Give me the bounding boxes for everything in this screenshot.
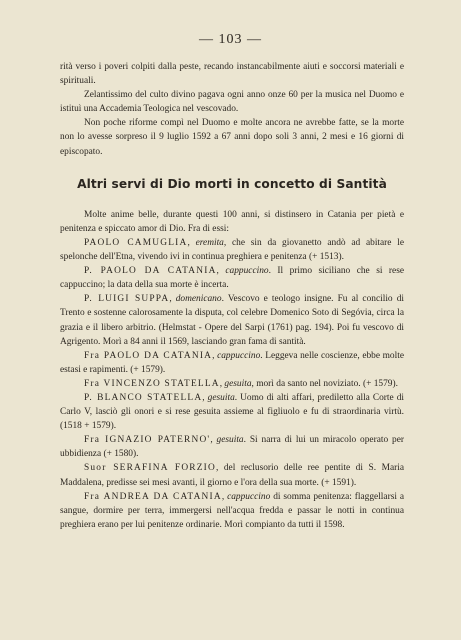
entry-paragraph bbox=[60, 461, 404, 489]
lead-paragraph: Molte anime belle, durante questi 100 anni, si distinsero in Catania per pietà e penitenza e spiccato amor di Dio. Fra di essi: bbox=[60, 209, 404, 234]
entry-name: P. LUIGI SUPPA bbox=[84, 294, 170, 305]
entry-role: eremita bbox=[195, 237, 224, 248]
entry-text: . Leggeva nelle coscienze, ebbe molte estasi e rapimenti. (+ 1579). bbox=[60, 350, 404, 375]
entry-paragraph: P. LUIGI SUPPA, domenicano. Vescovo e teologo insigne. Fu al concilio di Trento e sostenne calorosamente la disputa, col celebre Domenico Soto di Segóvia, circa la grazia e il libero arbitrio. (Helmstat - Opere del Sarpi (1761) pag. 194). Poi fu vescovo di Agrigento. Morì a 84 anni il 1569, lasciando gran fama di santità. bbox=[60, 294, 404, 347]
entry-name: PAOLO CAMUGLIA bbox=[84, 237, 188, 248]
intro-paragraph: rità verso i poveri colpiti dalla peste, recando instancabilmente aiuti e soccorsi materiali e spirituali. bbox=[60, 62, 404, 87]
entry-text: . Il primo siciliano che si rese cappuccino; la data della sua morte è incerta. bbox=[60, 266, 405, 291]
entry-text: , morì da santo nel noviziato. (+ 1579). bbox=[251, 378, 398, 389]
entry-name: P. BLANCO STATELLA bbox=[84, 392, 203, 403]
entry-paragraph: Fra ANDREA DA CATANIA, cappuccino di somma penitenza: flaggellarsi a sangue, dormire per terra, immergersi nell'acqua fredda e passar le notti in continua preghiera erano per lui penitenze ordinarie. Morì compianto da tutti il 1598. bbox=[60, 491, 405, 530]
entry-paragraph: Fra IGNAZIO PATERNO', gesuita. Si narra di lui un miracolo operato per ubbidienza (+ 1580). bbox=[60, 435, 404, 460]
page-number: — 103 — bbox=[199, 32, 262, 47]
entry-role: cappuccino bbox=[225, 266, 269, 277]
entry-role: gesuita bbox=[224, 378, 252, 389]
entry-role: domenicano bbox=[175, 294, 222, 305]
entry-name: Fra ANDREA DA CATANIA bbox=[84, 491, 222, 502]
entry-role: cappuccino bbox=[227, 491, 271, 502]
entry-text: , del reclusorio delle ree pentite di S. Maria Maddalena, predisse sei mesi avanti, il giorno e l'ora della sua morte. (+ 1591). bbox=[60, 463, 405, 488]
entry-paragraph: Fra VINCENZO STATELLA, gesuita, morì da santo nel noviziato. (+ 1579). bbox=[84, 378, 398, 389]
entry-name: Fra VINCENZO STATELLA bbox=[84, 378, 220, 389]
entry-text: . Vescovo e teologo insigne. Fu al concilio di Trento e sostenne calorosamente la disputa, col celebre Domenico Soto di Segóvia, circa la grazia e il libero arbitrio. (Helmstat - Opere del Sarpi (1761) pag. 194). Poi fu vescovo di Agrigento. Morì a 84 anni il 1569, lasciando gran fama di santità. bbox=[60, 294, 404, 347]
entry-paragraph: Fra PAOLO DA CATANIA, cappuccino. Leggeva nelle coscienze, ebbe molte estasi e rapimenti. (+ 1579). bbox=[60, 350, 404, 375]
entry-name: P. PAOLO DA CATANIA bbox=[84, 266, 217, 277]
section-heading: Altri servi di Dio morti in concetto di Santità bbox=[77, 176, 387, 191]
page-body bbox=[60, 60, 404, 532]
entry-paragraph: P. PAOLO DA CATANIA, cappuccino. Il primo siciliano che si rese cappuccino; la data della sua morte è incerta. bbox=[60, 266, 405, 291]
entry-paragraph: P. BLANCO STATELLA, gesuita. Uomo di alti affari, prediletto alla Corte di Carlo V, lasciò gli onori e si rese gesuita assieme al figliuolo e fu di straordinaria virtù. (1518 + 1579). bbox=[60, 392, 405, 432]
entry-paragraph: PAOLO CAMUGLIA, eremita, che sin da giovanetto andò ad abitare le spelonche dell'Etna, vivendo ivi in continua preghiera e penitenza (+ 1513). bbox=[60, 237, 404, 263]
entry-role: gesuita bbox=[207, 392, 235, 403]
entry-name: Suor SERAFINA FORZIO bbox=[84, 463, 216, 474]
entry-text: . Uomo di alti affari, prediletto alla Corte di Carlo V, lasciò gli onori e si rese gesuita assieme al figliuolo e fu di straordinaria virtù. (1518 + 1579). bbox=[60, 392, 405, 432]
entry-role: cappuccino bbox=[217, 350, 261, 361]
intro-paragraph: Zelantissimo del culto divino pagava ogni anno onze 60 per la musica nel Duomo e istituì una Accademia Teologica nel vescovado. bbox=[60, 90, 404, 115]
intro-paragraph: Non poche riforme compì nel Duomo e molte ancora ne avrebbe fatte, se la morte non lo avesse sorpreso il 9 luglio 1592 a 67 anni dopo soli 3 anni, 2 mesi e 16 giorni di episcopato. bbox=[60, 118, 404, 157]
entry-text: . Si narra di lui un miracolo operato per ubbidienza (+ 1580). bbox=[60, 435, 404, 460]
entry-role: gesuita bbox=[216, 435, 244, 446]
entry-name: Fra IGNAZIO PATERNO' bbox=[84, 435, 211, 446]
entry-text: di somma penitenza: flaggellarsi a sangue, dormire per terra, immergersi nell'acqua fredda e passar le notti in continua preghiera erano per lui penitenze ordinarie. Morì compianto da tutti il 1598. bbox=[60, 491, 405, 530]
entry-name: Fra PAOLO DA CATANIA bbox=[84, 350, 213, 361]
entry-text: , che sin da giovanetto andò ad abitare le spelonche dell'Etna, vivendo ivi in continua preghiera e penitenza (+ 1513). bbox=[60, 237, 404, 263]
